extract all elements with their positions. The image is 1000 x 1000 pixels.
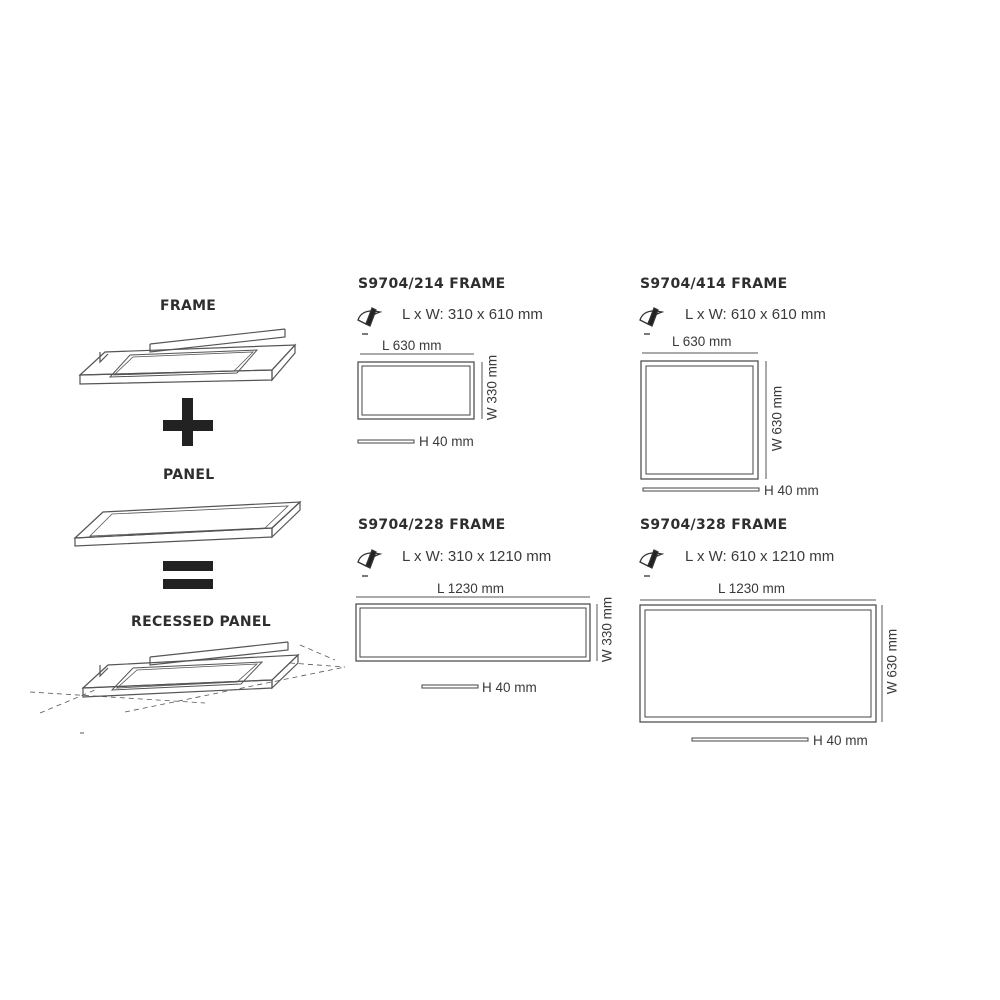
- product-width-228: W 330 mm: [599, 596, 615, 663]
- panel-label: PANEL: [163, 467, 215, 483]
- product-width-328: W 630 mm: [884, 628, 900, 695]
- product-height-328: H 40 mm: [813, 733, 868, 748]
- product-height-414: H 40 mm: [764, 483, 819, 498]
- product-height-228: H 40 mm: [482, 680, 537, 695]
- frame-label: FRAME: [160, 298, 217, 314]
- product-title-214: S9704/214 FRAME: [358, 276, 506, 292]
- ceiling-cutout-icon: [640, 550, 662, 576]
- product-title-414: S9704/414 FRAME: [640, 276, 788, 292]
- product-spec-214: L x W: 310 x 610 mm: [402, 306, 543, 323]
- product-width-414: W 630 mm: [769, 385, 785, 452]
- product-length-228: L 1230 mm: [437, 581, 505, 596]
- product-length-414: L 630 mm: [672, 334, 732, 349]
- product-spec-414: L x W: 610 x 610 mm: [685, 306, 826, 323]
- product-title-328: S9704/328 FRAME: [640, 517, 788, 533]
- product-spec-328: L x W: 610 x 1210 mm: [685, 548, 835, 565]
- product-width-214: W 330 mm: [484, 354, 500, 421]
- product-length-328: L 1230 mm: [718, 581, 786, 596]
- product-length-214: L 630 mm: [382, 338, 442, 353]
- product-height-214: H 40 mm: [419, 434, 474, 449]
- product-spec-228: L x W: 310 x 1210 mm: [402, 548, 552, 565]
- product-title-228: S9704/228 FRAME: [358, 517, 506, 533]
- recessed-panel-label: RECESSED PANEL: [131, 614, 271, 630]
